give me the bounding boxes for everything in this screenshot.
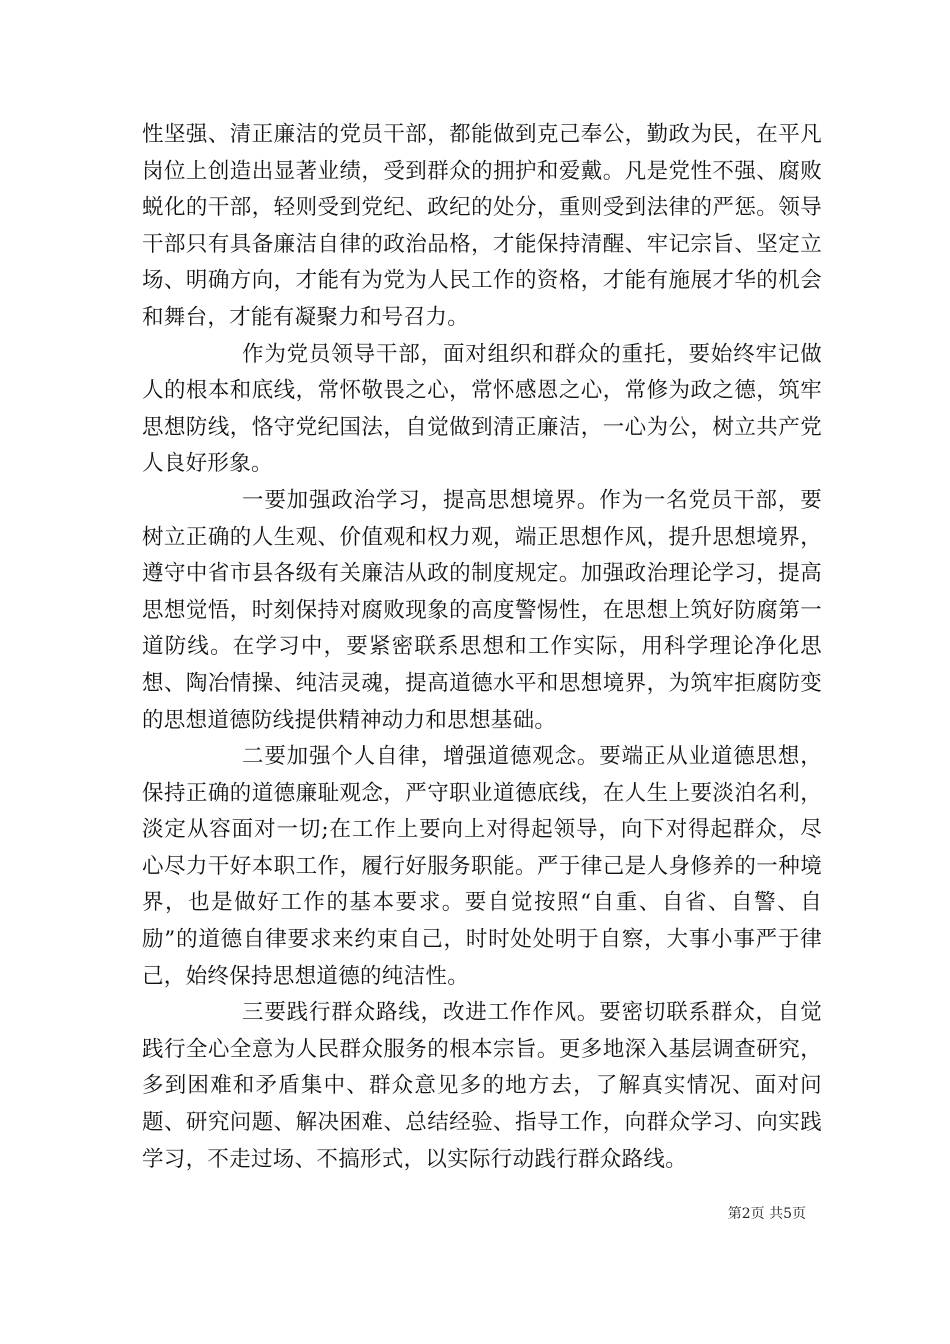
paragraph-4: 二要加强个人自律，增强道德观念。要端正从业道德思想，保持正确的道德廉耻观念，严守职业道德底线，在人生上要淡泊名利，淡定从容面对一切;在工作上要向上对得起领导，向下对得起群众，尽心尽力干好本职工作，履行好服务职能。严于律己是人身修养的一种境界，也是做好工作的基本要求。要自觉按照“自重、自省、自警、自励”的道德自律要求来约束自己，时时处处明于自察，大事小事严于律己，始终保持思想道德的纯洁性。 xyxy=(142,744,822,989)
footer-middle: 页 共 xyxy=(750,1206,784,1222)
paragraph-5: 三要践行群众路线，改进工作作风。要密切联系群众，自觉践行全心全意为人民群众服务的根本宗旨。更多地深入基层调查研究，多到困难和矛盾集中、群众意见多的地方去，了解真实情况、面对问题、研究问题、解决困难、总结经验、指导工作，向群众学习、向实践学习，不走过场、不搞形式，以实际行动践行群众路线。 xyxy=(142,1000,822,1172)
footer-prefix: 第 xyxy=(727,1206,742,1222)
document-body xyxy=(142,117,822,1178)
paragraph-3: 一要加强政治学习，提高思想境界。作为一名党员干部，要树立正确的人生观、价值观和权力观，端正思想作风，提升思想境界，遵守中省市县各级有关廉洁从政的制度规定。加强政治理论学习，提高思想觉悟，时刻保持对腐败现象的高度警惕性，在思想上筑好防腐第一道防线。在学习中，要紧密联系思想和工作实际，用科学理论净化思想、陶冶情操、纯洁灵魂，提高道德水平和思想境界，为筑牢拒腐防变的思想道德防线提供精神动力和思想基础。 xyxy=(142,487,822,733)
footer-suffix: 页 xyxy=(792,1206,806,1222)
page-footer xyxy=(0,1203,806,1223)
footer-total-pages: 5 xyxy=(783,1206,792,1222)
paragraph-1: 性坚强、清正廉洁的党员干部，都能做到克己奉公，勤政为民，在平凡岗位上创造出显著业绩，受到群众的拥护和爱戴。凡是党性不强、腐败蜕化的干部，轻则受到党纪、政纪的处分，重则受到法律的严惩。领导干部只有具备廉洁自律的政治品格，才能保持清醒、牢记宗旨、坚定立场、明确方向，才能有为党为人民工作的资格，才能有施展才华的机会和舞台，才能有凝聚力和号召力。 xyxy=(142,122,822,330)
footer-current-page: 2 xyxy=(741,1206,751,1222)
paragraph-2: 作为党员领导干部，面对组织和群众的重托，要始终牢记做人的根本和底线，常怀敬畏之心，常怀感恩之心，常修为政之德，筑牢思想防线，恪守党纪国法，自觉做到清正廉洁，一心为公，树立共产党人良好形象。 xyxy=(142,341,822,477)
